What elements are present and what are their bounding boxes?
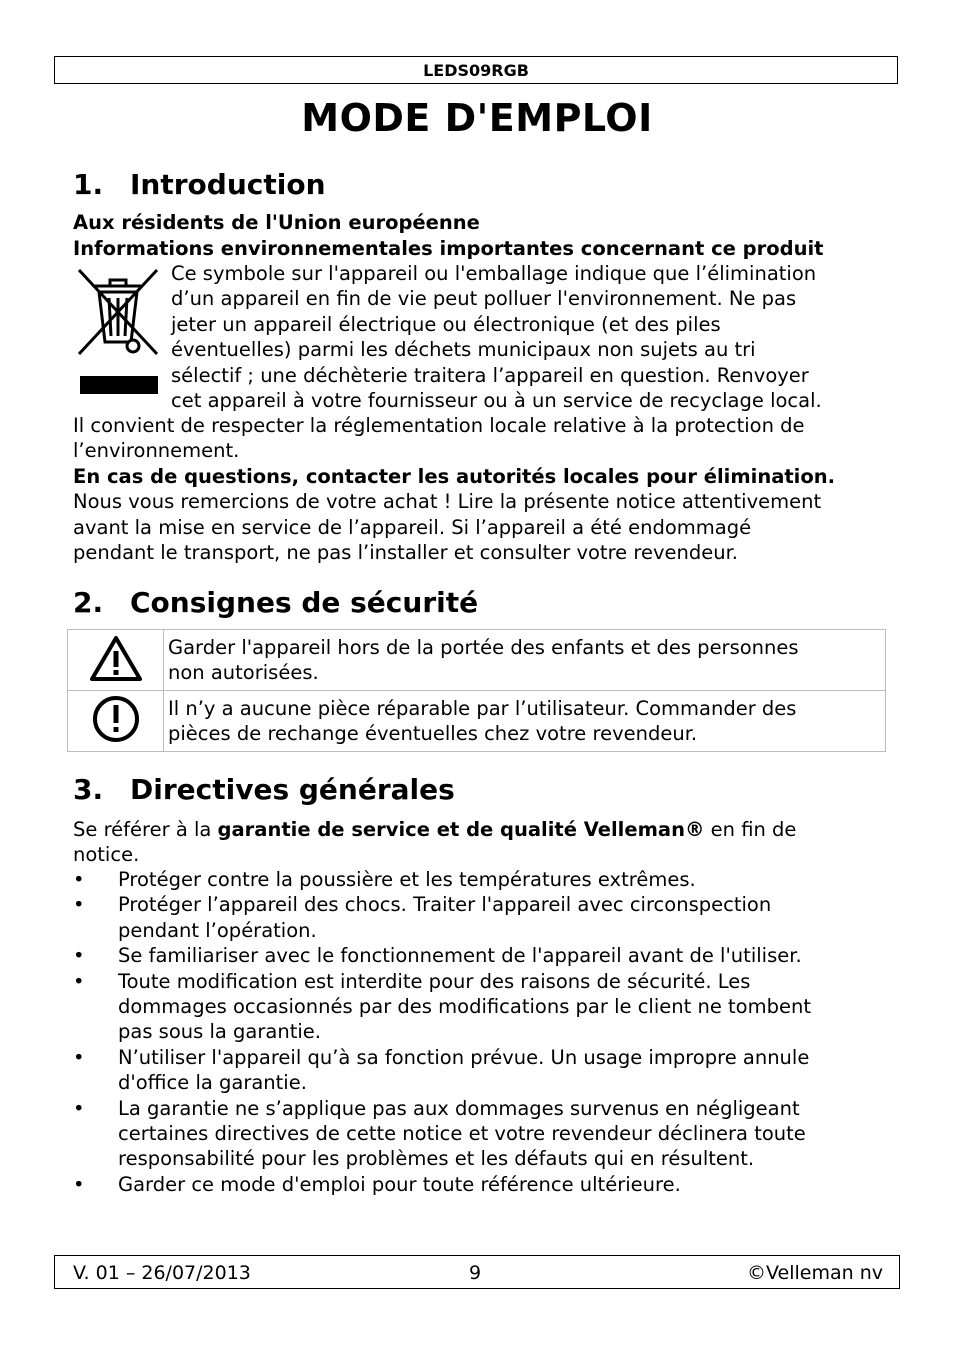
weee-line: jeter un appareil électrique ou électronique (et des piles — [171, 312, 721, 336]
thanks-line: pendant le transport, ne pas l’installer et consulter votre revendeur. — [73, 541, 738, 565]
list-item-line: dommages occasionnés par des modifications par le client ne tombent — [118, 995, 811, 1019]
list-item-line: Protéger l’appareil des chocs. Traiter l'appareil avec circonspection — [118, 893, 772, 917]
list-item-line: Se familiariser avec le fonctionnement de l'appareil avant de l'utiliser. — [118, 944, 802, 968]
section-1-heading — [73, 168, 326, 201]
weee-line: d’un appareil en fin de vie peut polluer l'environnement. Ne pas — [171, 287, 797, 311]
list-item — [73, 1172, 811, 1197]
list-item — [73, 943, 811, 968]
general-guidelines-list — [73, 867, 811, 1197]
list-item — [73, 969, 811, 1045]
weee-line: cet appareil à votre fournisseur ou à un service de recyclage local. — [171, 389, 822, 413]
weee-paragraph — [171, 261, 822, 413]
section-2-number: 2. — [73, 586, 104, 619]
exclamation-circle-icon — [91, 694, 141, 744]
list-item — [73, 1045, 811, 1096]
bullet-icon: • — [73, 944, 85, 968]
eu-residents-subtitle: Aux résidents de l'Union européenne — [73, 211, 480, 234]
bullet-icon: • — [73, 1172, 85, 1196]
safety-line: Il n’y a aucune pièce réparable par l’utilisateur. Commander des — [168, 697, 797, 720]
list-item-line: Toute modification est interdite pour des raisons de sécurité. Les — [118, 969, 751, 993]
env-line: Il convient de respecter la réglementation locale relative à la protection de — [73, 414, 805, 437]
safety-row — [68, 630, 886, 691]
safety-line: non autorisées. — [168, 661, 319, 685]
bullet-icon: • — [73, 868, 85, 891]
bullet-icon: • — [73, 893, 85, 917]
bullet-icon: • — [73, 1045, 85, 1069]
list-item-line: certaines directives de cette notice et votre revendeur déclinera toute — [118, 1122, 806, 1146]
header-model-box — [54, 56, 898, 84]
section-1-title: Introduction — [130, 168, 326, 201]
weee-crossed-bin-icon — [73, 264, 163, 399]
list-item-line: N’utiliser l'appareil qu’à sa fonction prévue. Un usage impropre annule — [118, 1045, 810, 1069]
warning-triangle-icon — [89, 634, 143, 682]
bullet-icon: • — [73, 969, 85, 993]
section-2-title: Consignes de sécurité — [130, 586, 479, 619]
footer-version: V. 01 – 26/07/2013 — [73, 1262, 251, 1284]
footer — [54, 1255, 900, 1289]
list-item-line: d'office la garantie. — [118, 1071, 307, 1095]
list-item-line: Garder ce mode d'emploi pour toute référence ultérieure. — [118, 1172, 681, 1196]
intro-line — [73, 817, 796, 842]
thanks-line: Nous vous remercions de votre achat ! Lire la présente notice attentivement — [73, 490, 822, 514]
section-3-number: 3. — [73, 773, 104, 806]
env-line: l’environnement. — [73, 439, 240, 463]
intro-pre: Se référer à la — [73, 818, 218, 841]
safety-text-cell — [164, 630, 886, 691]
general-intro — [73, 817, 796, 868]
questions-notice: En cas de questions, contacter les autorités locales pour élimination. — [73, 464, 836, 488]
model-number: LEDS09RGB — [423, 60, 529, 80]
list-item — [73, 1096, 811, 1172]
safety-line: Garder l'appareil hors de la portée des enfants et des personnes — [168, 636, 799, 659]
safety-row — [68, 691, 886, 752]
safety-text-cell — [164, 691, 886, 752]
section-2-heading — [73, 586, 478, 619]
env-info-subtitle: Informations environnementales importantes concernant ce produit — [73, 237, 824, 260]
list-item-line: pendant l’opération. — [118, 918, 317, 942]
list-item — [73, 892, 811, 943]
safety-line: pièces de rechange éventuelles chez votre revendeur. — [168, 722, 698, 746]
environment-paragraph — [73, 413, 835, 565]
section-3-title: Directives générales — [130, 773, 455, 806]
page-title: MODE D'EMPLOI — [301, 96, 653, 140]
weee-line: sélectif ; une déchèterie traitera l’appareil en question. Renvoyer — [171, 363, 809, 387]
warranty-reference: garantie de service et de qualité Velleman® — [217, 818, 705, 841]
intro-line-2: notice. — [73, 843, 140, 867]
section-3-heading — [73, 773, 455, 806]
weee-line: éventuelles) parmi les déchets municipaux non sujets au tri — [171, 338, 756, 362]
intro-post: en fin de — [704, 818, 797, 841]
list-item-line: responsabilité pour les problèmes et les défauts qui en résultent. — [118, 1147, 755, 1171]
weee-line: Ce symbole sur l'appareil ou l'emballage indique que l’élimination — [171, 262, 817, 285]
list-item-line: La garantie ne s’applique pas aux dommages survenus en négligeant — [118, 1096, 800, 1120]
footer-copyright: ©Velleman nv — [747, 1262, 883, 1284]
safety-icon-cell — [68, 630, 164, 691]
thanks-line: avant la mise en service de l’appareil. Si l’appareil a été endommagé — [73, 515, 752, 539]
list-item-line: Protéger contre la poussière et les températures extrêmes. — [118, 868, 696, 891]
safety-table — [67, 629, 886, 752]
bullet-icon: • — [73, 1096, 85, 1120]
safety-icon-cell — [68, 691, 164, 752]
section-1-number: 1. — [73, 168, 104, 201]
footer-page-number: 9 — [469, 1262, 482, 1284]
list-item-line: pas sous la garantie. — [118, 1020, 321, 1044]
list-item — [73, 867, 811, 892]
